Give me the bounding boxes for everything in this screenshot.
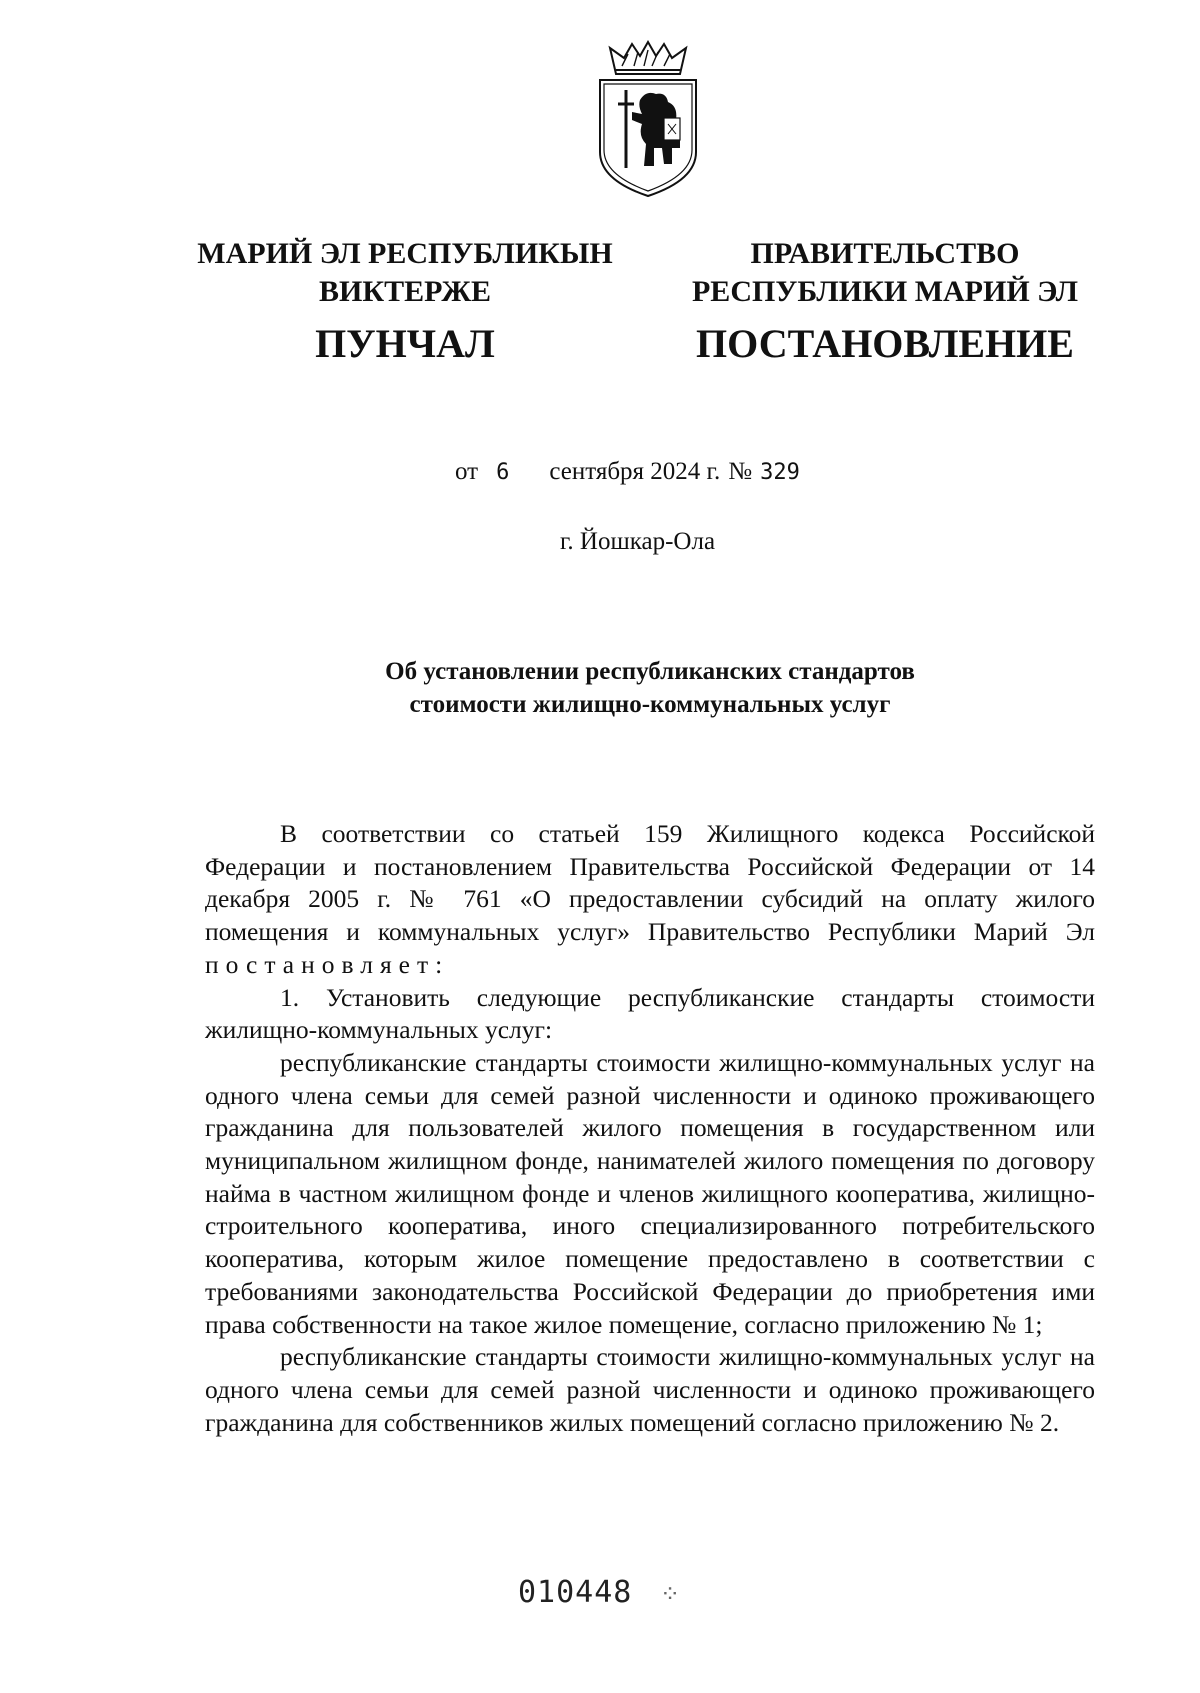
body-paragraph-2: 1. Установить следующие республиканские стандарты стоимости жилищно-коммунальных услуг: (205, 982, 1095, 1045)
title-line1: Об установлении республиканских стандартов (385, 658, 915, 685)
serial-number: 010448 (518, 1575, 633, 1610)
body-paragraph-1 (205, 818, 1095, 982)
document-city: г. Йошкар-Ола (560, 528, 716, 555)
document-number-label: № (728, 458, 753, 485)
body-paragraph-1-text: В соответствии со статьей 159 Жилищного кодекса Российской Федерации и постановлением Правительства Российской Федерации от 14 декабря 2005 г. № 761 «О предоставлении субсидий на оплату жилого помещения и коммунальных услуг» Правительство Республики Марий Эл (205, 819, 1095, 947)
document-body (205, 818, 1095, 1439)
header-marii-block (170, 235, 640, 369)
date-month-year: сентября 2024 г. (549, 458, 721, 485)
document-dateline (455, 458, 800, 486)
body-paragraph-1-resolves: постановляет: (205, 949, 450, 979)
header-left-line1: МАРИЙ ЭЛ РЕСПУБЛИКЫН (197, 237, 613, 270)
header-left-doc-type: ПУНЧАЛ (315, 321, 495, 366)
header-russian-block (670, 235, 1100, 369)
header-right-line2: РЕСПУБЛИКИ МАРИЙ ЭЛ (691, 275, 1078, 308)
star-icon: ⁘ (660, 1582, 681, 1608)
header-right-line1: ПРАВИТЕЛЬСТВО (750, 237, 1020, 270)
document-title (200, 655, 1100, 721)
date-day: 6 (496, 460, 510, 485)
coat-of-arms-icon (588, 40, 708, 200)
header-right-doc-type: ПОСТАНОВЛЕНИЕ (696, 321, 1074, 366)
document-number: 329 (760, 460, 800, 485)
header-left-line2: ВИКТЕРЖЕ (318, 275, 492, 308)
body-paragraph-4: республиканские стандарты стоимости жилищно-коммунальных услуг на одного члена семьи для семей разной численности и одиноко проживающего гражданина для собственников жилых помещений согласно приложению № 2. (205, 1342, 1095, 1437)
title-line2: стоимости жилищно-коммунальных услуг (409, 691, 891, 718)
body-paragraph-3: республиканские стандарты стоимости жилищно-коммунальных услуг на одного члена семьи для семей разной численности и одиноко проживающего гражданина для пользователей жилого помещения в государственном или муниципальном жилищном фонде, нанимателей жилого помещения по договору найма в частном жилищном фонде и членов жилищного кооператива, жилищно-строительного кооператива, иного специализированного потребительского кооператива, которым жилое помещение предоставлено в соответствии с требованиями законодательства Российской Федерации до приобретения ими права собственности на такое жилое помещение, согласно приложению № 1; (205, 1047, 1095, 1339)
date-prefix: от (455, 458, 479, 485)
